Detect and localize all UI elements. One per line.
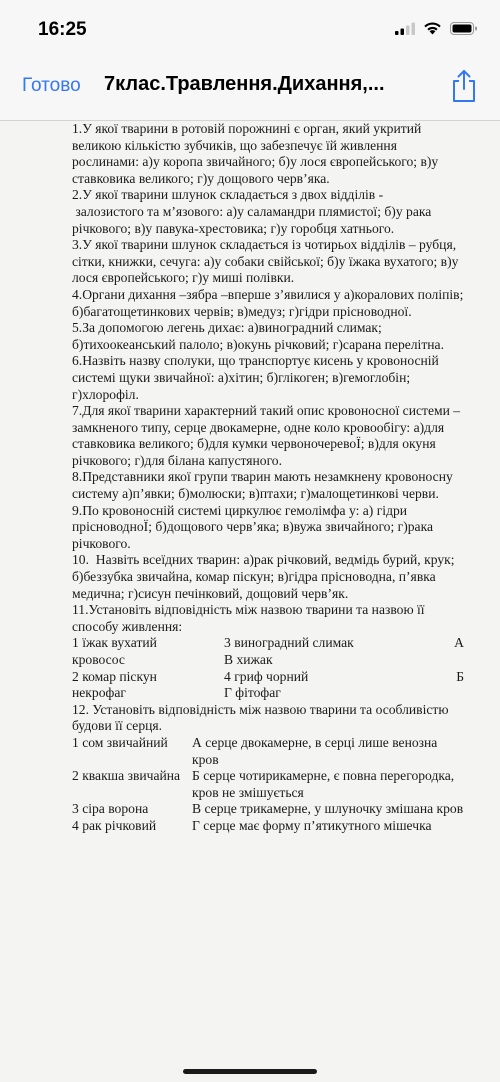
q11-cell: Г фітофаг [224,685,281,701]
question-11-intro: 11.Установіть відповідність між назвою тварини та назвою її способу живлення: [72,602,428,634]
question-2: 2.У якої тварини шлунок складається з двох відділів - залозистого та м’язового: а)у саламандри плямистої; б)у рака річкового; в)у павука-хрестовика; г)у горобця хатнього. [72,187,432,236]
q11-cell: 1 їжак вухатий [72,635,157,651]
q11-cell: 4 гриф чорний [224,668,309,684]
q12-description: А серце двокамерне, в серці лише венозна кров [192,734,438,767]
q12-description: В серце трикамерне, у шлуночку змішана кров [192,801,464,817]
q11-cell [438,685,464,702]
question-10: 10. Назвіть всеїдних тварин: а)рак річковий, ведмідь бурий, крук; б)беззубка звичайна, комар піскун; в)гідра прісноводна, п’явка медична; г)сисун печінковий, дощовий черв’як. [72,552,458,601]
q12-animal: 3 сіра ворона [72,801,149,817]
question-12-intro: 12. Установіть відповідність між назвою тварини та особливістю будови її серця. [72,701,452,734]
question-5: 5.За допомогою легень дихає: а)виноградний слимак; б)тихоокеанський палоло; в)окунь річковий; г)сарана перелітна. [72,320,444,352]
navigation-bar [0,54,500,121]
q11-cell: 2 комар піскун [72,668,157,684]
status-time: 16:25 [38,19,87,40]
status-icons [395,21,478,35]
battery-icon [450,22,478,35]
document-page[interactable] [0,121,500,1082]
question-9: 9.По кровоносній системі циркулює гемолімфа у: а) гідри прісноводноЇ; б)дощового черв’яка; в)вужа звичайного; г)рака річкового. [72,502,437,551]
document-text [72,121,467,835]
q12-description: Г серце має форму п’ятикутного мішечка [192,817,432,833]
q12-row [72,768,464,801]
question-4: 4.Органи дихання –зябра –вперше з’явилися у а)коралових поліпів; б)багатощетинкових червів; в)медуз; г)гідри прісноводної. [72,286,467,319]
q11-row [72,652,464,669]
q12-animal: 4 рак річковий [72,817,157,833]
cellular-signal-icon [395,22,415,35]
q11-cell: А [454,635,464,651]
q11-cell: некрофаг [72,685,126,701]
q12-row [72,735,464,768]
q11-cell: Б [456,668,464,684]
q12-row [72,818,464,835]
status-bar [0,0,500,54]
wifi-icon [423,21,442,35]
q11-cell: кровосос [72,652,125,667]
q11-cell: В хижак [224,652,273,667]
q11-cell: 3 виноградний слимак [224,635,354,651]
question-3: 3.У якої тварини шлунок складається із чотирьох відділів – рубця, сітки, книжки, сечуга: а)у собаки свійської; б)у їжака вухатого; в)у лося європейського; г)у миші полівки. [72,237,462,286]
question-7: 7.Для якої тварини характерний такий опис кровоносної системи – замкненого типу, серце двокамерне, одне коло кровообігу: а)для ставковика великого; б)для кумки червоночеревоЇ; в)для окуня річкового; г)для білана капустяного. [72,403,464,468]
q11-row [72,669,464,686]
question-1: 1.У якої тварини в ротовій порожнині є орган, який укритий великою кількістю зубчиків, що забезпечує їй живлення рослинами: а)у коропа звичайного; б)у лося європейського; в)у ставковика великого; г)у дощового черв’яка. [72,121,442,186]
q11-row [72,685,464,702]
share-icon[interactable] [450,68,478,104]
q11-row [72,635,464,652]
q12-animal: 2 квакша звичайна [72,768,181,784]
document-title: 7клас.Травлення.Дихання,... [104,73,385,95]
q12-row [72,801,464,818]
question-8: 8.Представники якої групи тварин мають незамкнену кровоносну систему а)п’явки; б)молюски; в)птахи; г)малощетинкові черви. [72,469,457,502]
home-indicator [183,1069,317,1074]
q11-cell [438,652,464,669]
question-6: 6.Назвіть назву сполуки, що транспортує кисень у кровоносній системі щуки звичайної: а)хітин; б)глікоген; в)гемоглобін; г)хлорофіл. [72,353,443,402]
q12-description: Б серце чотирикамерне, є повна перегородка, кров не змішується [192,768,455,800]
done-button[interactable]: Готово [22,75,81,96]
q12-animal: 1 сом звичайний [72,734,168,750]
